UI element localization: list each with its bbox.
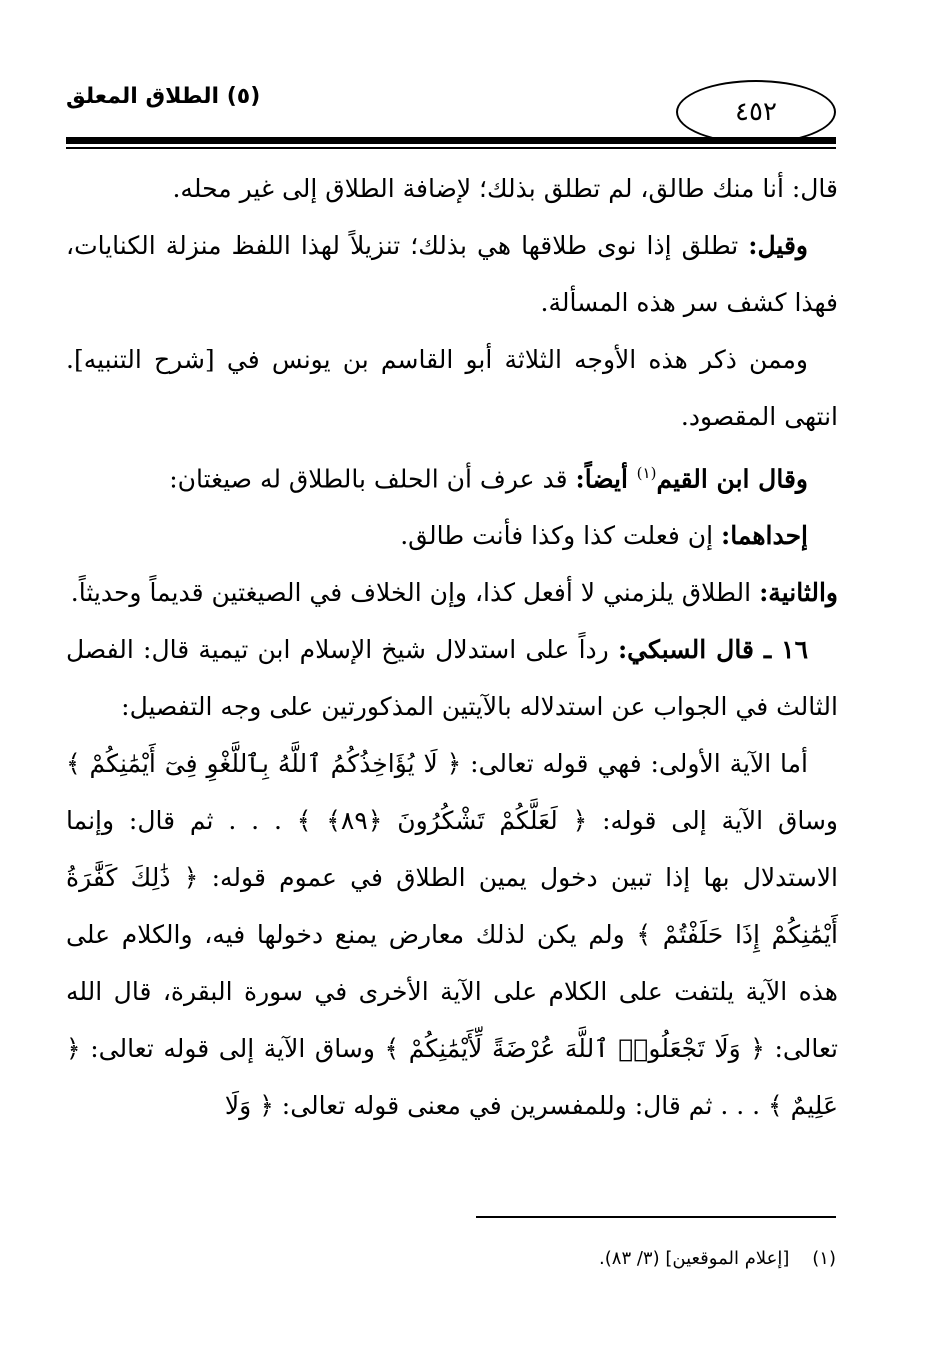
paragraph-6 [66, 564, 838, 621]
paragraph-lead: وقيل: [748, 231, 808, 260]
paragraph-5 [66, 507, 838, 564]
footnote [300, 1248, 836, 1269]
header-rule-thick [66, 137, 836, 144]
main-text [66, 160, 838, 1134]
paragraph-7 [66, 621, 838, 735]
paragraph-text: إن فعلت كذا وكذا فأنت طالق. [400, 521, 722, 551]
paragraph-text: أما الآية الأولى: فهي قوله تعالى: ﴿ لَا يُؤَاخِذُكُمُ ٱللَّهُ بِٱللَّغْوِ فِىٓ أَيْمَٰنِكُمْ ﴾ وساق الآية إلى قوله: ﴿ لَعَلَّكُمْ تَشْكُرُونَ ﴿٨٩﴾ ﴾ . . . ثم قال: وإنما الاستدلال بها إذا تبين دخول يمين الطلاق في عموم قوله: ﴿ ذَٰلِكَ كَفَّٰرَةُ أَيْمَٰنِكُمْ إِذَا حَلَفْتُمْ ﴾ ولم يكن لذلك معارض يمنع دخولها فيه، والكلام على هذه الآية يلتفت على الكلام على الآية الأخرى في سورة البقرة، قال الله تعالى: ﴿ وَلَا تَجْعَلُوا۟ ٱللَّهَ عُرْضَةً لِّأَيْمَٰنِكُمْ ﴾ وساق الآية إلى قوله تعالى: ﴿ عَلِيمٌ ﴾ . . . ثم قال: وللمفسرين في معنى قوله تعالى: ﴿ وَلَا [66, 749, 838, 1121]
page-header [0, 0, 942, 160]
footnote-rule [476, 1216, 836, 1218]
paragraph-lead: والثانية: [759, 578, 838, 608]
page-number: ٤٥٢ [735, 97, 777, 127]
paragraph-text: الطلاق يلزمني لا أفعل كذا، وإن الخلاف في الصيغتين قديماً وحديثاً. [70, 578, 760, 608]
paragraph-text: قال: أنا منك طالق، لم تطلق بذلك؛ لإضافة الطلاق إلى غير محله. [172, 174, 838, 203]
paragraph-1 [66, 160, 838, 217]
paragraph-3 [66, 331, 838, 445]
footnote-reference: (١) [636, 464, 657, 482]
paragraph-2 [66, 217, 838, 331]
paragraph-text: تطلق إذا نوى طلاقها هي بذلك؛ تنزيلاً لهذا اللفظ منزلة الكنايات، فهذا كشف سر هذه المسألة. [66, 231, 838, 317]
paragraph-text: قد عرف أن الحلف بالطلاق له صيغتان: [169, 464, 576, 494]
paragraph-lead: ١٦ ـ قال السبكي: [617, 635, 808, 665]
footnote-marker: (١) [812, 1248, 836, 1269]
paragraph-lead: أيضاً: [575, 464, 637, 494]
page-number-oval [676, 80, 836, 144]
paragraph-8 [66, 735, 838, 1134]
paragraph-lead: إحداهما: [721, 521, 808, 551]
paragraph-4 [66, 445, 838, 507]
paragraph-text: وممن ذكر هذه الأوجه الثلاثة أبو القاسم بن يونس في [شرح التنبيه]. انتهى المقصود. [66, 345, 838, 431]
running-title: (٥) الطلاق المعلق [66, 84, 261, 109]
paragraph-lead: وقال ابن القيم [656, 464, 808, 494]
footnote-text: [إعلام الموقعين] (٣/ ٨٣). [599, 1248, 790, 1269]
header-rule-thin [66, 147, 836, 149]
paragraph-text: رداً على استدلال شيخ الإسلام ابن تيمية قال: الفصل الثالث في الجواب عن استدلاله بالآيتين المذكورتين على وجه التفصيل: [66, 635, 838, 722]
